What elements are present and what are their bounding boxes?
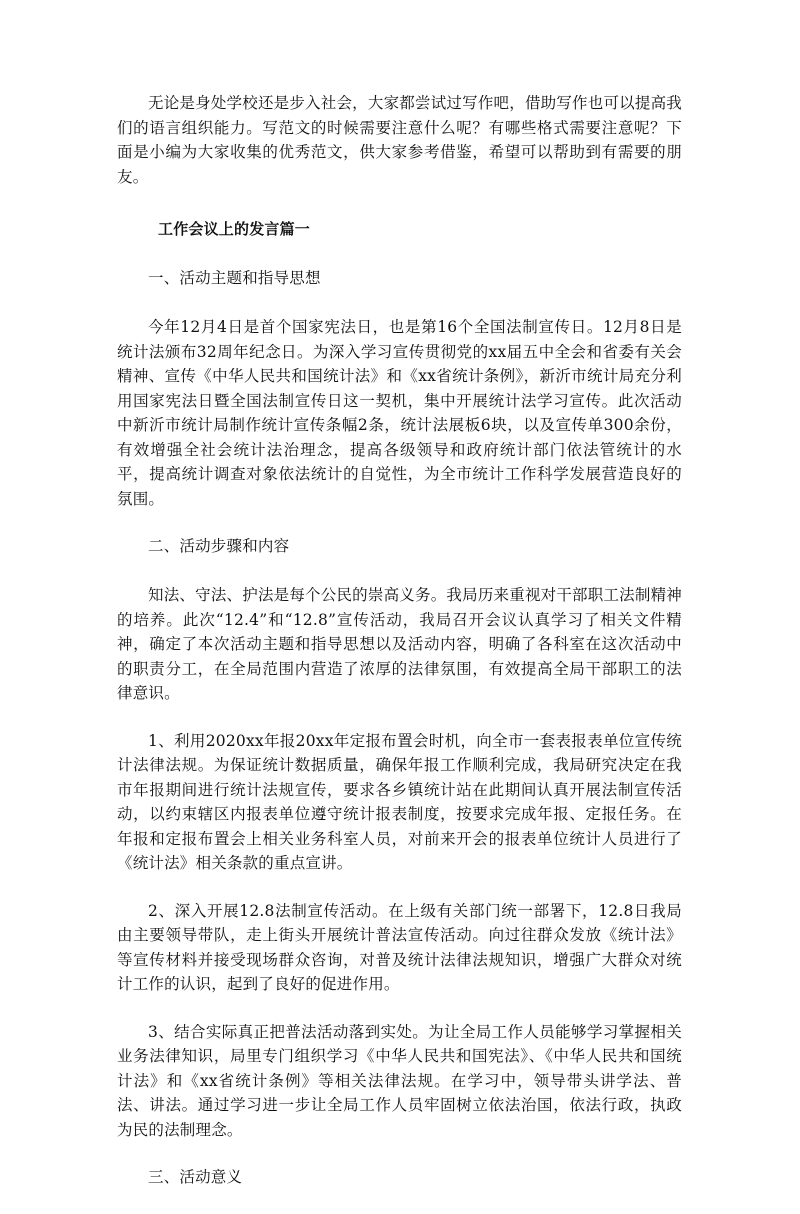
intro-paragraph: 无论是身处学校还是步入社会，大家都尝试过写作吧，借助写作也可以提高我们的语言组织能力。写范文的时候需要注意什么呢？有哪些格式需要注意呢？下面是小编为大家收集的优秀范文，供大家参考借鉴，希望可以帮助到有需要的朋友。 — [117, 94, 682, 186]
document-title: 工作会议上的发言篇一 — [158, 220, 311, 238]
section-heading-3: 三、活动意义 — [148, 1168, 243, 1186]
document-content — [117, 91, 682, 1214]
item-3-paragraph: 3、结合实际真正把普法活动落到实处。为让全局工作人员能够学习掌握相关业务法律知识，局里专门组织学习《中华人民共和国宪法》、《中华人民共和国统计法》和《xx省统计条例》等相关法律法规。在学习中，领导带头讲学法、普法、讲法。通过学习进一步让全局工作人员牢固树立依法治国，依法行政，执政为民的法制理念。 — [117, 1022, 682, 1139]
section-1-paragraph: 今年12月4日是首个国家宪法日，也是第16个全国法制宣传日。12月8日是统计法颁布32周年纪念日。为深入学习宣传贯彻党的xx届五中全会和省委有关会精神、宣传《中华人民共和国统计法》和《xx省统计条例》，新沂市统计局充分利用国家宪法日暨全国法制宣传日这一契机，集中开展统计法学习宣传。此次活动中新沂市统计局制作统计宣传条幅2条，统计法展板6块，以及宣传单300余份，有效增强全社会统计法治理念，提高各级领导和政府统计部门依法管统计的水平，提高统计调查对象依法统计的自觉性，为全市统计工作科学发展营造良好的氛围。 — [117, 318, 682, 508]
section-heading-2: 二、活动步骤和内容 — [148, 537, 290, 555]
section-heading-1: 一、活动主题和指导思想 — [148, 269, 321, 287]
item-1-paragraph: 1、利用2020xx年报20xx年定报布置会时机，向全市一套表报表单位宣传统计法律法规。为保证统计数据质量，确保年报工作顺利完成，我局研究决定在我市年报期间进行统计法规宣传，要求各乡镇统计站在此期间认真开展法制宣传活动，以约束辖区内报表单位遵守统计报表制度，按要求完成年报、定报任务。在年报和定报布置会上相关业务科室人员，对前来开会的报表单位统计人员进行了《统计法》相关条款的重点宣讲。 — [117, 731, 682, 872]
item-2-paragraph: 2、深入开展12.8法制宣传活动。在上级有关部门统一部署下，12.8日我局由主要领导带队，走上街头开展统计普法宣传活动。向过往群众发放《统计法》等宣传材料并接受现场群众咨询，对普及统计法律法规知识，增强广大群众对统计工作的认识，起到了良好的促进作用。 — [117, 901, 682, 993]
section-2-paragraph: 知法、守法、护法是每个公民的崇高义务。我局历来重视对干部职工法制精神的培养。此次“12.4”和“12.8”宣传活动，我局召开会议认真学习了相关文件精神，确定了本次活动主题和指导思想以及活动内容，明确了各科室在这次活动中的职责分工，在全局范围内营造了浓厚的法律氛围，有效提高全局干部职工的法律意识。 — [117, 586, 682, 702]
